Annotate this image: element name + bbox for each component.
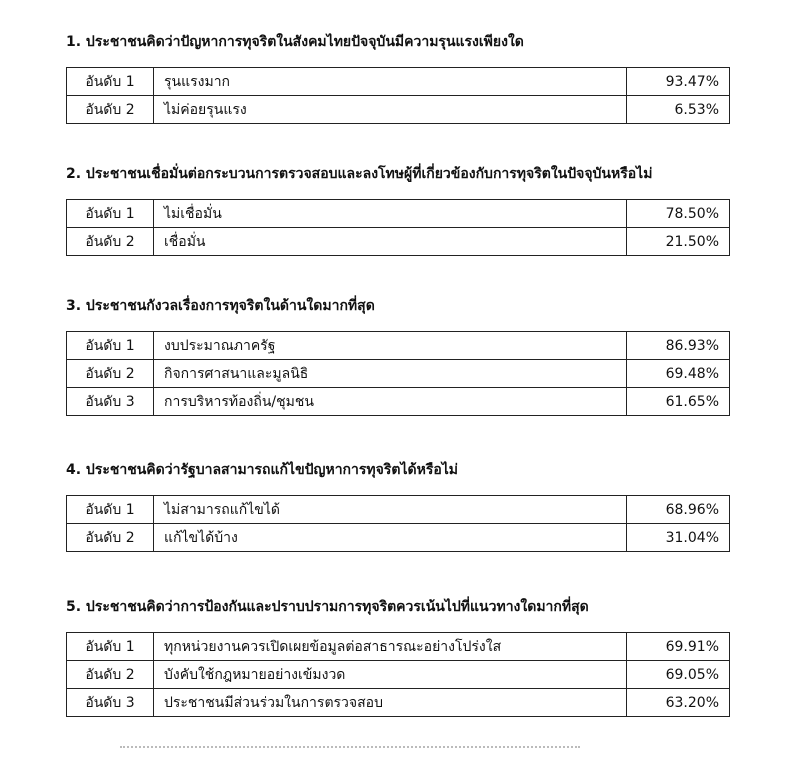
percent-cell: 69.05%: [627, 661, 730, 689]
answer-cell: รุนแรงมาก: [154, 68, 627, 96]
table-row: [67, 388, 730, 416]
table-row: [67, 360, 730, 388]
rank-cell: อันดับ 3: [67, 689, 154, 717]
rank-cell: อันดับ 1: [67, 68, 154, 96]
answer-cell: บังคับใช้กฎหมายอย่างเข้มงวด: [154, 661, 627, 689]
rank-cell: อันดับ 2: [67, 661, 154, 689]
answer-cell: กิจการศาสนาและมูลนิธิ: [154, 360, 627, 388]
answers-table: [66, 199, 730, 256]
table-row: [67, 496, 730, 524]
answer-cell: ไม่เชื่อมั่น: [154, 200, 627, 228]
table-row: [67, 689, 730, 717]
answer-cell: ประชาชนมีส่วนร่วมในการตรวจสอบ: [154, 689, 627, 717]
rank-cell: อันดับ 2: [67, 228, 154, 256]
question-title: 4. ประชาชนคิดว่ารัฐบาลสามารถแก้ไขปัญหาการทุจริตได้หรือไม่: [66, 462, 459, 478]
rank-cell: อันดับ 2: [67, 360, 154, 388]
answers-table: [66, 67, 730, 124]
rank-cell: อันดับ 1: [67, 633, 154, 661]
rank-cell: อันดับ 3: [67, 388, 154, 416]
table-row: [67, 68, 730, 96]
answer-cell: เชื่อมั่น: [154, 228, 627, 256]
table-row: [67, 633, 730, 661]
question-title: 3. ประชาชนกังวลเรื่องการทุจริตในด้านใดมากที่สุด: [66, 298, 375, 314]
answers-table: [66, 495, 730, 552]
percent-cell: 21.50%: [627, 228, 730, 256]
question-title: 5. ประชาชนคิดว่าการป้องกันและปราบปรามการทุจริตควรเน้นไปที่แนวทางใดมากที่สุด: [66, 599, 589, 615]
table-row: [67, 661, 730, 689]
table-row: [67, 228, 730, 256]
cut-off-text-line: [120, 746, 580, 758]
answer-cell: แก้ไขได้บ้าง: [154, 524, 627, 552]
answers-table: [66, 331, 730, 416]
percent-cell: 31.04%: [627, 524, 730, 552]
percent-cell: 78.50%: [627, 200, 730, 228]
percent-cell: 68.96%: [627, 496, 730, 524]
rank-cell: อันดับ 1: [67, 332, 154, 360]
question-title: 1. ประชาชนคิดว่าปัญหาการทุจริตในสังคมไทยปัจจุบันมีความรุนแรงเพียงใด: [66, 34, 524, 50]
answer-cell: การบริหารท้องถิ่น/ชุมชน: [154, 388, 627, 416]
percent-cell: 86.93%: [627, 332, 730, 360]
answers-table: [66, 632, 730, 717]
answer-cell: งบประมาณภาครัฐ: [154, 332, 627, 360]
answer-cell: ไม่ค่อยรุนแรง: [154, 96, 627, 124]
rank-cell: อันดับ 1: [67, 200, 154, 228]
percent-cell: 69.48%: [627, 360, 730, 388]
rank-cell: อันดับ 2: [67, 96, 154, 124]
table-row: [67, 524, 730, 552]
answer-cell: ไม่สามารถแก้ไขได้: [154, 496, 627, 524]
answer-cell: ทุกหน่วยงานควรเปิดเผยข้อมูลต่อสาธารณะอย่างโปร่งใส: [154, 633, 627, 661]
percent-cell: 61.65%: [627, 388, 730, 416]
percent-cell: 63.20%: [627, 689, 730, 717]
percent-cell: 6.53%: [627, 96, 730, 124]
rank-cell: อันดับ 1: [67, 496, 154, 524]
table-row: [67, 332, 730, 360]
rank-cell: อันดับ 2: [67, 524, 154, 552]
table-row: [67, 200, 730, 228]
table-row: [67, 96, 730, 124]
question-title: 2. ประชาชนเชื่อมั่นต่อกระบวนการตรวจสอบและลงโทษผู้ที่เกี่ยวข้องกับการทุจริตในปัจจุบันหรือไม่: [66, 166, 653, 182]
percent-cell: 93.47%: [627, 68, 730, 96]
percent-cell: 69.91%: [627, 633, 730, 661]
